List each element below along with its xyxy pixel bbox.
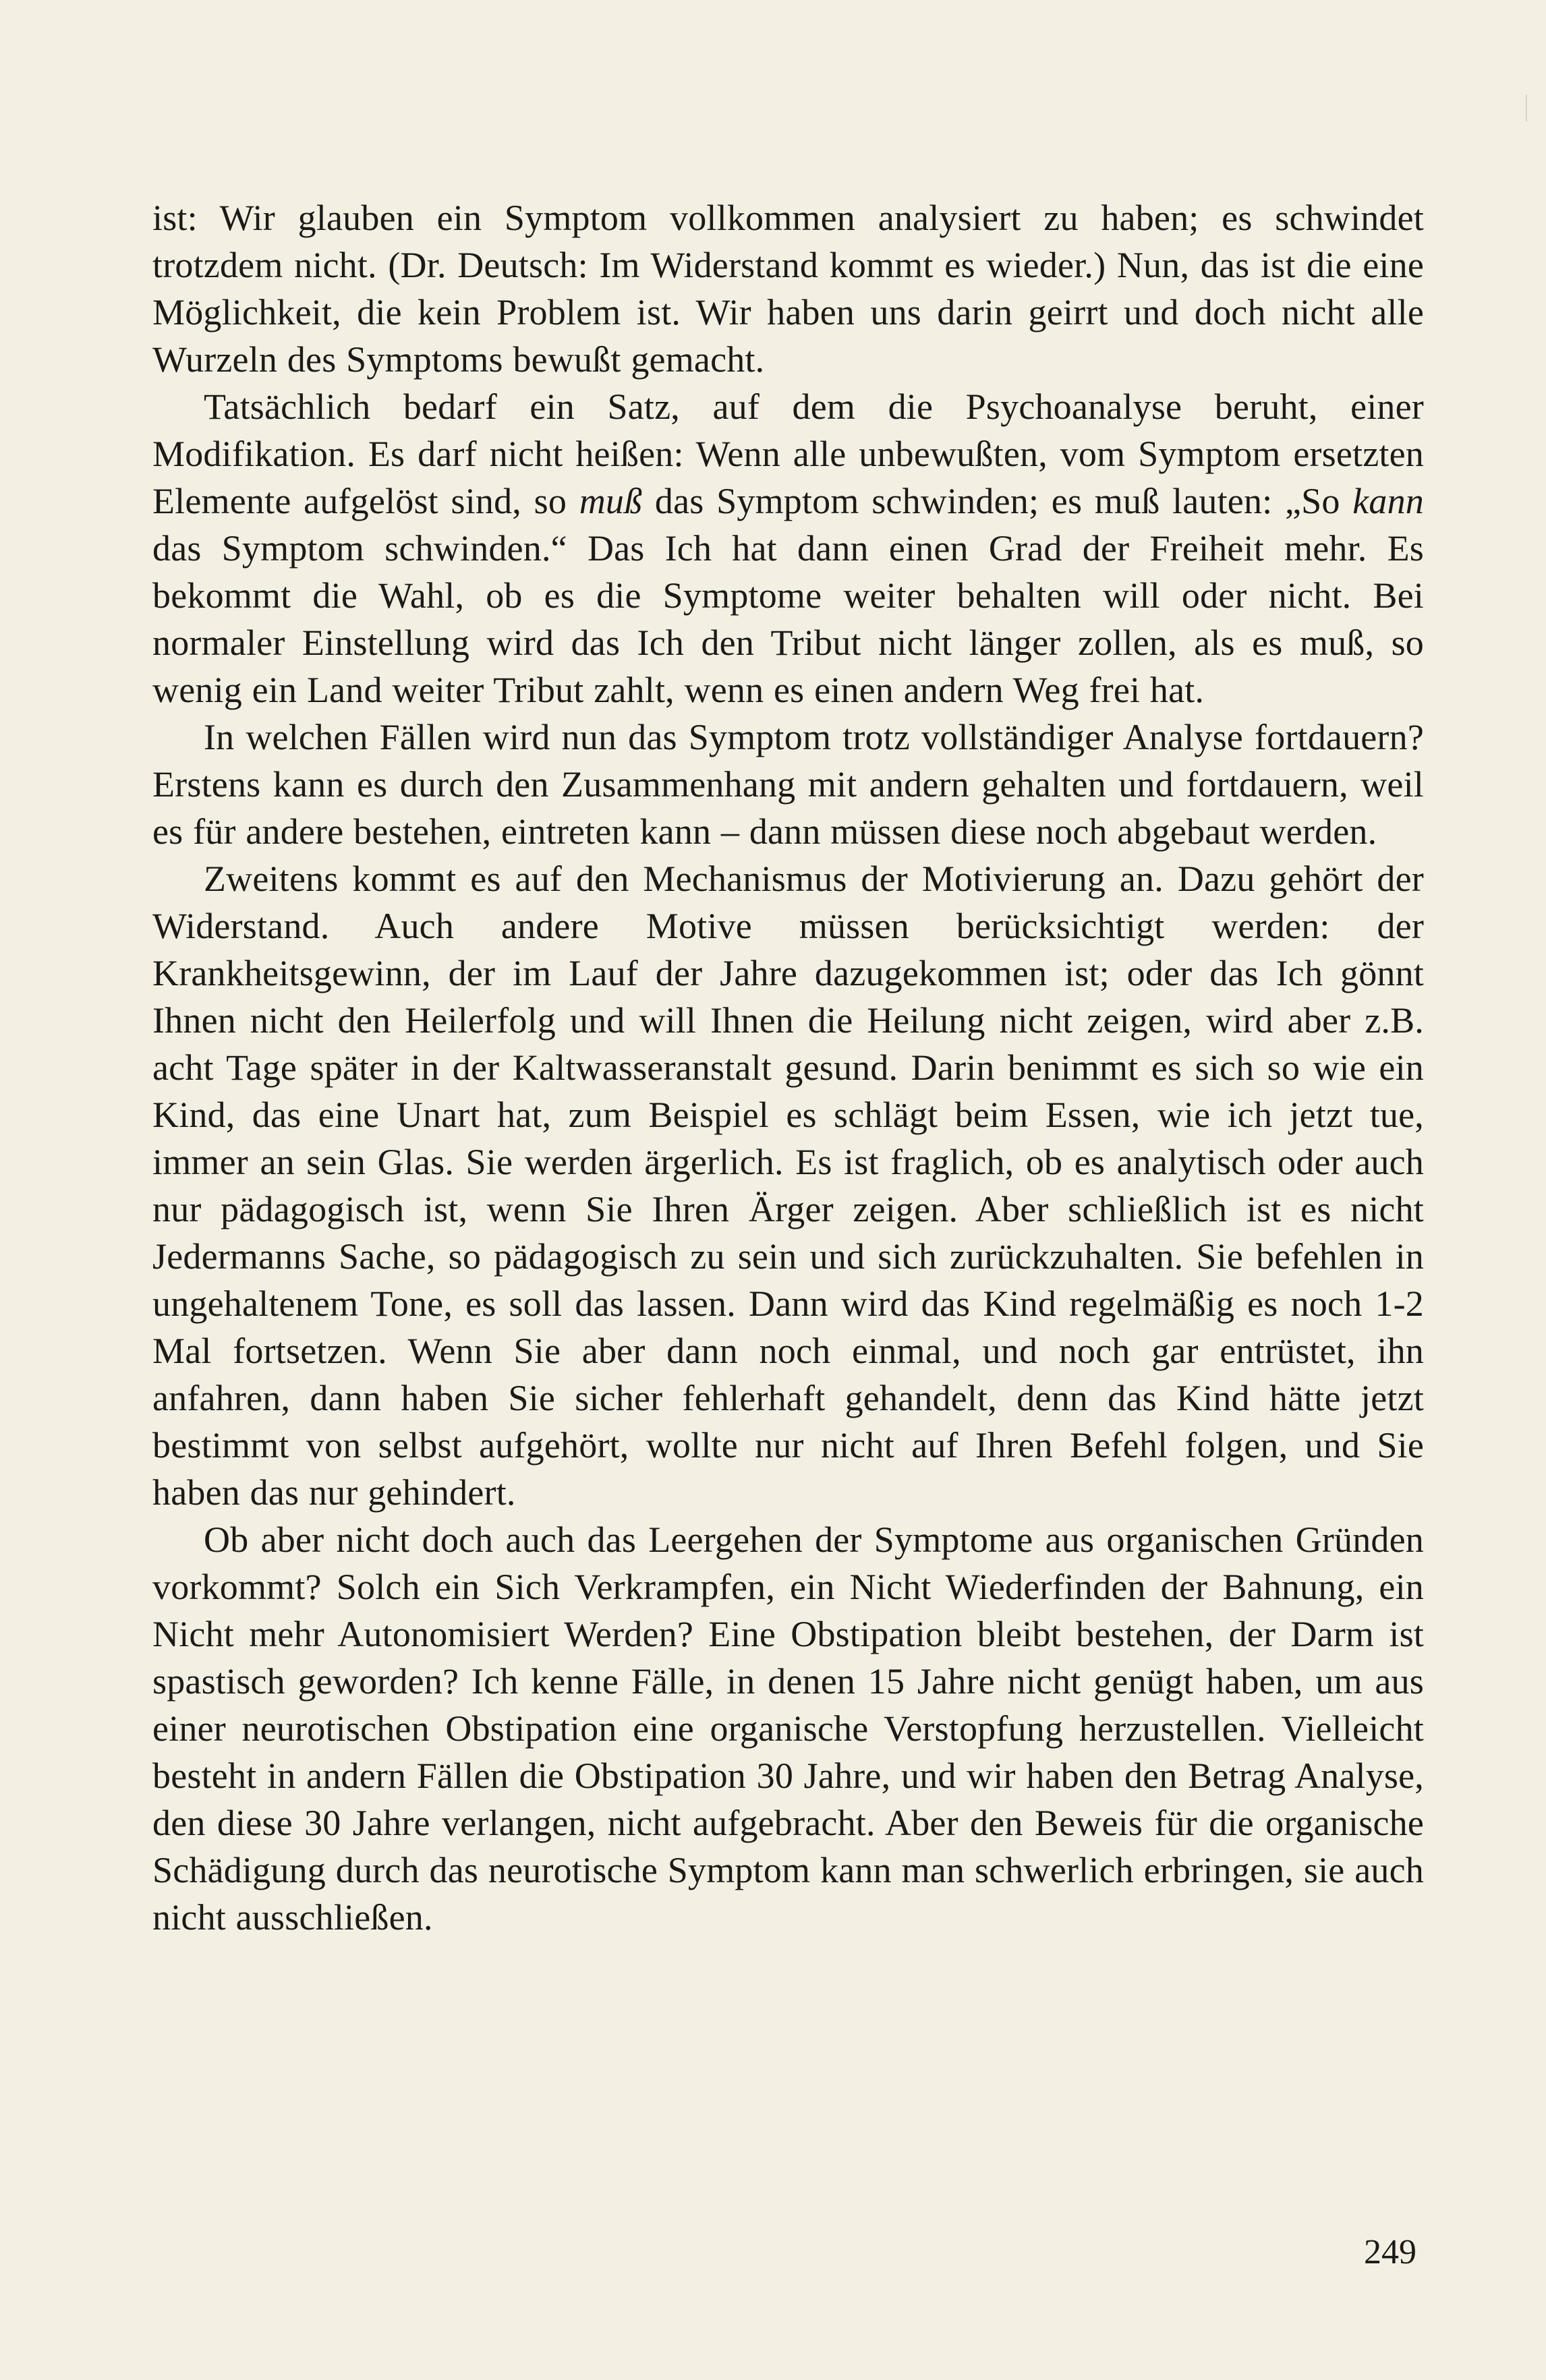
paragraph-2-text-a: Tatsächlich bedarf ein Satz, auf dem die Psychoanalyse beruht, einer Modifikation. Es darf nicht heißen: Wenn alle unbewußten, vom Symptom ersetzten Elemente aufgelöst sind, so xyxy=(152,386,1424,521)
paragraph-2 xyxy=(152,383,1424,714)
paragraph-5 xyxy=(152,1516,1424,1941)
paragraph-2-text-c: das Symptom schwinden.“ Das Ich hat dann einen Grad der Freiheit mehr. Es bekommt die Wahl, ob es die Symptome weiter behalten will oder nicht. Bei normaler Einstellung wird das Ich den Tribut nicht länger zollen, als es muß, so wenig ein Land weiter Tribut zahlt, wenn es einen andern Weg frei hat. xyxy=(152,528,1424,710)
paragraph-3 xyxy=(152,714,1424,855)
paragraph-4-text: Zweitens kommt es auf den Mechanismus der Motivierung an. Dazu gehört der Widerstand. Auch andere Motive müssen berücksichtigt werden: der Krankheitsgewinn, der im Lauf der Jahre dazugekommen ist; oder das Ich gönnt Ihnen nicht den Heilerfolg und will Ihnen die Heilung nicht zeigen, wird aber z.B. acht Tage später in der Kaltwasseranstalt gesund. Darin benimmt es sich so wie ein Kind, das eine Unart hat, zum Beispiel es schlägt beim Essen, wie ich jetzt tue, immer an sein Glas. Sie werden ärgerlich. Es ist fraglich, ob es analytisch oder auch nur pädagogisch ist, wenn Sie Ihren Ärger zeigen. Aber schließlich ist es nicht Jedermanns Sache, so pädagogisch zu sein und sich zurückzuhalten. Sie befehlen in ungehaltenem Tone, es soll das lassen. Dann wird das Kind regelmäßig es noch 1-2 Mal fortsetzen. Wenn Sie aber dann noch einmal, und noch gar entrüstet, ihn anfahren, dann haben Sie sicher fehlerhaft gehandelt, denn das Kind hätte jetzt bestimmt von selbst aufgehört, wollte nur nicht auf Ihren Befehl folgen, und Sie haben das nur gehindert. xyxy=(152,859,1424,1513)
paragraph-2-text-b: das Symptom schwinden; es muß lauten: „So xyxy=(642,481,1353,521)
body-text xyxy=(152,194,1424,1941)
paragraph-3-text: In welchen Fällen wird nun das Symptom trotz vollständiger Analyse fortdauern? Erstens kann es durch den Zusammenhang mit andern gehalten und fortdauern, weil es für andere bestehen, eintreten kann – dann müssen diese noch abgebaut werden. xyxy=(152,717,1424,852)
paragraph-1 xyxy=(152,194,1424,383)
paragraph-5-text: Ob aber nicht doch auch das Leergehen der Symptome aus organischen Gründen vorkommt? Solch ein Sich Verkrampfen, ein Nicht Wiederfinden der Bahnung, ein Nicht mehr Autonomisiert Werden? Eine Obstipation bleibt bestehen, der Darm ist spastisch geworden? Ich kenne Fälle, in denen 15 Jahre nicht genügt haben, um aus einer neurotischen Obstipation eine organische Verstopfung herzustellen. Vielleicht besteht in andern Fällen die Obstipation 30 Jahre, und wir haben den Betrag Analyse, den diese 30 Jahre verlangen, nicht aufgebracht. Aber den Beweis für die organische Schädigung durch das neurotische Symptom kann man schwerlich erbringen, sie auch nicht ausschließen. xyxy=(152,1519,1424,1938)
page-number: 249 xyxy=(1364,2233,1416,2271)
page-edge-mark xyxy=(1526,94,1527,121)
paragraph-4 xyxy=(152,855,1424,1516)
emphasis-kann: kann xyxy=(1352,481,1425,521)
emphasis-muss: muß xyxy=(579,481,643,521)
paragraph-1-text: ist: Wir glauben ein Symptom vollkommen analysiert zu haben; es schwindet trotzdem nicht. (Dr. Deutsch: Im Widerstand kommt es wieder.) Nun, das ist die eine Möglichkeit, die kein Problem ist. Wir haben uns darin geirrt und doch nicht alle Wurzeln des Symptoms bewußt gemacht. xyxy=(152,198,1424,380)
